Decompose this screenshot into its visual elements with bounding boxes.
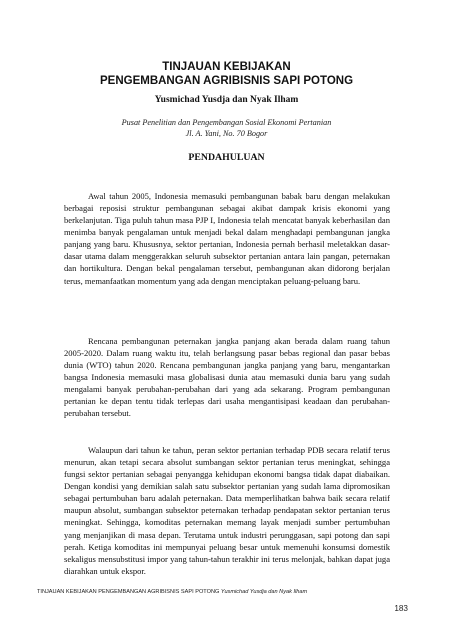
affiliation-address: Jl. A. Yani, No. 70 Bogor xyxy=(185,129,268,138)
paper-title-line1: TINJAUAN KEBIJAKAN xyxy=(162,61,291,73)
paragraph-2: Rencana pembangunan peternakan jangka panjang akan berada dalam ruang tahun 2005-2020. Dalam ruang waktu itu, telah berlangsung pasar bebas regional dan pasar bebas dunia (WTO) tahun 2020. Rencana pembangunan jangka panjang yang baru, mengantarkan bangsa Indonesia memasuki masa globalisasi dunia atau memasuki dunia baru yang sudah mengalami banyak perubahan-perubahan dari yang ada sekarang. Program pembangunan pertanian ke depan tentu tidak terlepas dari usaha mengantisipasi keadaan dan perubahan-perubahan tersebut. xyxy=(64,336,390,419)
footer-authors: Yusmichad Yusdja dan Nyak Ilham xyxy=(220,589,308,595)
section-heading: PENDAHULUAN xyxy=(188,152,265,163)
paragraph-3: Walaupun dari tahun ke tahun, peran sektor pertanian terhadap PDB secara relatif terus menurun, akan tetapi secara absolut sumbangan sektor pertanian terus meningkat, sehingga fungsi sektor pertanian sebagai penyangga kehidupan ekonomi bangsa tidak dapat diabaikan. Dengan kondisi yang demikian salah satu subsektor pertanian yang sudah lama dipromosikan sebagai pertumbuhan baru adalah peternakan. Data memperlihatkan bahwa baik secara relatif maupun absolut, sumbangan subsektor peternakan terhadap pendapatan sektor pertanian terus meningkat. Sehingga, komoditas peternakan memang layak menjadi sumber pertumbuhan yang menjanjikan di masa depan. Terutama untuk industri perunggasan, sapi potong dan sapi perah. Ketiga komoditas ini mempunyai peluang besar untuk memenuhi konsumsi domestik sekaligus mensubstitusi impor yang tahun-tahun terakhir ini terus melonjak, bahkan dapat juga diarahkan untuk ekspor. xyxy=(64,445,390,576)
paper-title-line2: PENGEMBANGAN AGRIBISNIS SAPI POTONG xyxy=(99,75,354,87)
author-names: Yusmichad Yusdja dan Nyak Ilham xyxy=(154,95,299,105)
paragraph-1: Awal tahun 2005, Indonesia memasuki pembangunan babak baru dengan melakukan berbagai reposisi struktur pembangunan sebagai akibat dampak krisis ekonomi yang berkelanjutan. Tiga puluh tahun masa PJP I, Indonesia telah mencatat banyak keberhasilan dan menimba banyak pengalaman untuk menjadi bekal dalam menghadapi pembangunan jangka panjang yang baru. Khususnya, sektor pertanian, Indonesia pernah berhasil meletakkan dasar-dasar utama dalam menggerakkan seluruh subsektor pertanian antara lain pangan, peternakan dan hortikultura. Dengan bekal pengalaman tersebut, pembangunan akan didorong berjalan terus, memanfaatkan momentum yang ada dengan menciptakan peluang-peluang baru. xyxy=(64,191,390,286)
page-number: 183 xyxy=(394,604,408,613)
footer-title: TINJAUAN KEBIJAKAN PENGEMBANGAN AGRIBISNIS SAPI POTONG xyxy=(37,589,221,595)
running-footer xyxy=(37,589,437,595)
affiliation-institute: Pusat Penelitian dan Pengembangan Sosial Ekonomi Pertanian xyxy=(121,118,332,127)
